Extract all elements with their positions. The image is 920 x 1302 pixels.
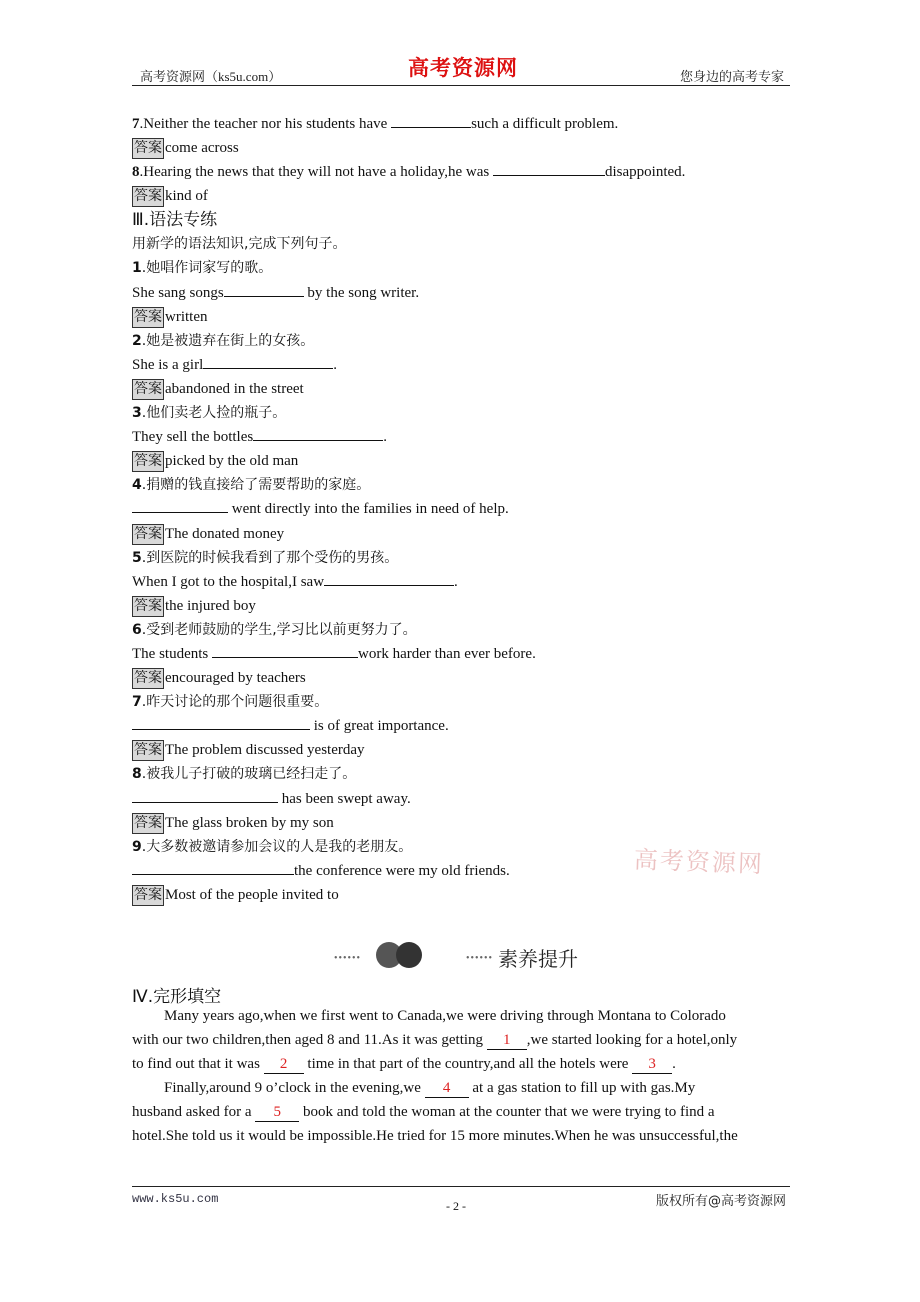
item-chinese: 1.她唱作词家写的歌。 bbox=[132, 260, 273, 277]
answer-tag: 答案 bbox=[132, 596, 164, 617]
page-number: - 2 - bbox=[446, 1199, 466, 1213]
section-title-cloze: Ⅳ.完形填空 bbox=[132, 987, 222, 1007]
answer-tag: 答案 bbox=[132, 668, 164, 689]
item-english: has been swept away. bbox=[132, 787, 790, 811]
item-chinese: 3.他们卖老人捡的瓶子。 bbox=[132, 405, 287, 422]
answer-line: 答案 encouraged by teachers bbox=[132, 666, 790, 690]
item-chinese: 4.捐赠的钱直接给了需要帮助的家庭。 bbox=[132, 477, 371, 494]
answer-line: 答案 come across bbox=[132, 136, 790, 160]
cloze-paragraph-2: Finally,around 9 o’clock in the evening,we 4 at a gas station to fill up with gas.My husband asked for a 5 book and told the woman at the counter that we were trying to find a hotel.She told us it would be impossible.He tried for 15 more minutes.When he was unsuccessful,the bbox=[132, 1080, 738, 1144]
answer-tag: 答案 bbox=[132, 451, 164, 472]
item-chinese: 2.她是被遗弃在街上的女孩。 bbox=[132, 332, 315, 349]
answer-tag: 答案 bbox=[132, 307, 164, 328]
answer-line: 答案 The problem discussed yesterday bbox=[132, 738, 790, 762]
answer-tag: 答案 bbox=[132, 813, 164, 834]
answer-blank bbox=[132, 788, 278, 803]
answer-blank bbox=[493, 161, 605, 176]
dots-decoration: •••••• bbox=[466, 953, 494, 964]
section-instruction: 用新学的语法知识,完成下列句子。 bbox=[132, 236, 347, 253]
footer-rule bbox=[132, 1186, 790, 1187]
section-banner bbox=[334, 940, 594, 972]
answer-tag: 答案 bbox=[132, 885, 164, 906]
footer-website-link[interactable]: www.ks5u.com bbox=[132, 1192, 219, 1206]
answer-line: 答案 The donated money bbox=[132, 522, 790, 546]
circle-icon bbox=[396, 942, 422, 968]
header-logo: 高考资源网 bbox=[408, 55, 518, 80]
answer-blank bbox=[391, 113, 471, 128]
cloze-blank[interactable]: 2 bbox=[264, 1056, 304, 1074]
watermark: 高考资源网 bbox=[633, 845, 765, 879]
item-chinese: 7.昨天讨论的那个问题很重要。 bbox=[132, 694, 329, 711]
item-chinese: 6.受到老师鼓励的学生,学习比以前更努力了。 bbox=[132, 621, 417, 638]
item-english: The students work harder than ever before. bbox=[132, 642, 790, 666]
answer-blank bbox=[324, 571, 454, 586]
question-8: 8.Hearing the news that they will not have a holiday,he was disappointed. bbox=[132, 160, 790, 184]
header-slogan: 您身边的高考专家 bbox=[679, 69, 784, 84]
answer-blank bbox=[253, 426, 383, 441]
cloze-blank[interactable]: 5 bbox=[255, 1104, 299, 1122]
answer-tag: 答案 bbox=[132, 379, 164, 400]
item-chinese: 8.被我儿子打破的玻璃已经扫走了。 bbox=[132, 766, 357, 783]
item-english: They sell the bottles . bbox=[132, 425, 790, 449]
answer-blank bbox=[132, 860, 294, 875]
item-english: She is a girl . bbox=[132, 353, 790, 377]
dots-decoration: •••••• bbox=[334, 953, 362, 964]
cloze-blank[interactable]: 1 bbox=[487, 1032, 527, 1050]
banner-title: 素养提升 bbox=[498, 947, 578, 971]
answer-line: 答案 The glass broken by my son bbox=[132, 811, 790, 835]
question-7: 7.Neither the teacher nor his students have such a difficult problem. bbox=[132, 112, 790, 136]
item-english: She sang songs by the song writer. bbox=[132, 281, 790, 305]
answer-tag: 答案 bbox=[132, 138, 164, 159]
answer-blank bbox=[203, 354, 333, 369]
cloze-blank[interactable]: 4 bbox=[425, 1080, 469, 1098]
answer-line: 答案 the injured boy bbox=[132, 594, 790, 618]
header-rule bbox=[132, 85, 790, 86]
answer-blank bbox=[132, 715, 310, 730]
item-english: went directly into the families in need of help. bbox=[132, 497, 790, 521]
section-title-grammar: Ⅲ.语法专练 bbox=[132, 210, 218, 231]
answer-line: 答案 written bbox=[132, 305, 790, 329]
answer-line: 答案 abandoned in the street bbox=[132, 377, 790, 401]
answer-line: 答案 picked by the old man bbox=[132, 449, 790, 473]
answer-line: 答案 Most of the people invited to bbox=[132, 883, 790, 907]
item-english: is of great importance. bbox=[132, 714, 790, 738]
item-english: When I got to the hospital,I saw . bbox=[132, 570, 790, 594]
item-chinese: 5.到医院的时候我看到了那个受伤的男孩。 bbox=[132, 549, 399, 566]
item-chinese: 9.大多数被邀请参加会议的人是我的老朋友。 bbox=[132, 838, 413, 855]
cloze-blank[interactable]: 3 bbox=[632, 1056, 672, 1074]
cloze-paragraph-1: Many years ago,when we first went to Canada,we were driving through Montana to Colorado with our two children,then aged 8 and 11.As it was getting 1 ,we started looking for a hotel,only to find out that it was 2 time in that part of the country,and all the hotels were 3 . bbox=[132, 1008, 738, 1072]
answer-blank bbox=[224, 282, 304, 297]
answer-line: 答案 kind of bbox=[132, 184, 790, 208]
answer-tag: 答案 bbox=[132, 186, 164, 207]
header-site-name: 高考资源网（ks5u.com） bbox=[140, 69, 282, 84]
answer-blank bbox=[132, 498, 228, 513]
main-content bbox=[132, 112, 790, 907]
item-english: the conference were my old friends. bbox=[132, 859, 790, 883]
footer-copyright: 版权所有@高考资源网 bbox=[655, 1194, 786, 1209]
answer-tag: 答案 bbox=[132, 524, 164, 545]
answer-blank bbox=[212, 643, 358, 658]
answer-tag: 答案 bbox=[132, 740, 164, 761]
